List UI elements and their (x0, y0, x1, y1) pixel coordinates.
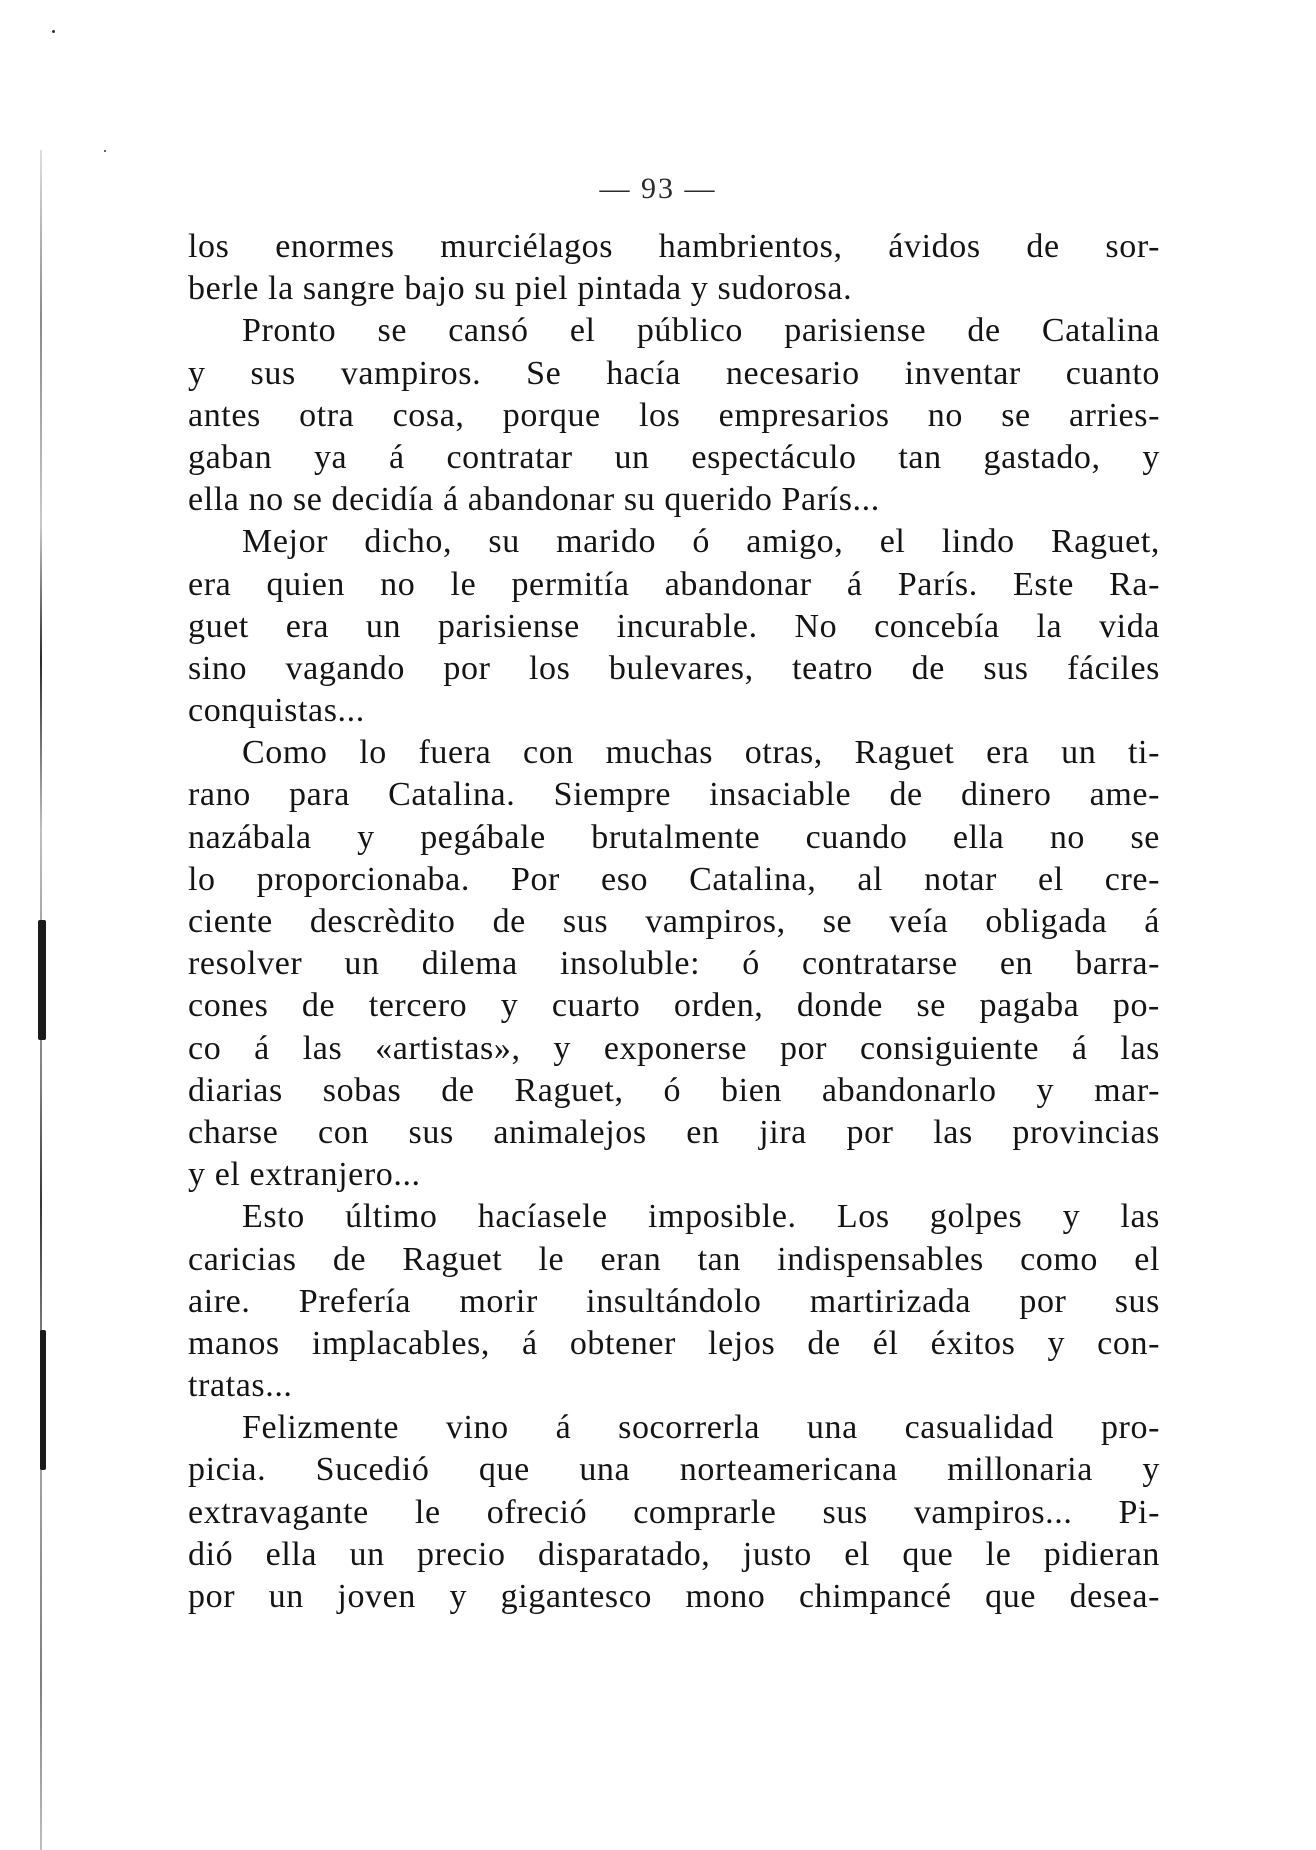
text-line: cones de tercero y cuarto orden, donde se pagaba po- (188, 987, 1160, 1025)
body-text (188, 226, 1160, 1618)
scan-speck (52, 30, 55, 33)
text-line: guet era un parisiense incurable. No concebía la vida (188, 607, 1160, 645)
scan-speck (104, 150, 106, 152)
text-line: resolver un dilema insoluble: ó contratarse en barra- (188, 945, 1160, 983)
text-line: aire. Prefería morir insultándolo martirizada por sus (188, 1282, 1160, 1320)
text-line: berle la sangre bajo su piel pintada y sudorosa. (188, 270, 853, 308)
text-line: charse con sus animalejos en jira por las provincias (188, 1113, 1160, 1151)
text-line: dió ella un precio disparatado, justo el que le pidieran (188, 1535, 1160, 1573)
text-line: extravagante le ofreció comprarle sus vampiros... Pi- (188, 1493, 1160, 1531)
text-line: los enormes murciélagos hambrientos, ávidos de sor- (188, 228, 1160, 265)
text-line: nazábala y pegábale brutalmente cuando ella no se (188, 818, 1160, 856)
text-line: picia. Sucedió que una norteamericana millonaria y (188, 1451, 1160, 1489)
text-line: rano para Catalina. Siempre insaciable de dinero ame- (188, 776, 1160, 814)
text-line: y el extranjero... (188, 1156, 421, 1194)
page-number: — 93 — (599, 172, 717, 205)
text-line: conquistas... (188, 692, 365, 730)
text-line: Como lo fuera con muchas otras, Raguet era un ti- (242, 734, 1160, 772)
text-line: manos implacables, á obtener lejos de él éxitos y con- (188, 1324, 1160, 1362)
text-line: Mejor dicho, su marido ó amigo, el lindo Raguet, (242, 523, 1160, 561)
scan-edge-blot (40, 1330, 46, 1470)
text-line: era quien no le permitía abandonar á París. Este Ra- (188, 565, 1160, 603)
text-line: Esto último hacíasele imposible. Los golpes y las (242, 1198, 1160, 1236)
text-line: ciente descrèdito de sus vampiros, se veía obligada á (188, 903, 1160, 940)
text-line: gaban ya á contratar un espectáculo tan gastado, y (188, 438, 1160, 476)
text-line: y sus vampiros. Se hacía necesario inventar cuanto (188, 354, 1160, 392)
text-line: por un joven y gigantesco mono chimpancé que desea- (188, 1578, 1160, 1615)
scan-edge-blot (38, 920, 46, 1040)
text-line: Pronto se cansó el público parisiense de Catalina (242, 312, 1160, 350)
text-line: ella no se decidía á abandonar su querido París... (188, 481, 880, 519)
text-line: co á las «artistas», y exponerse por consiguiente á las (188, 1029, 1160, 1067)
text-line: Felizmente vino á socorrerla una casualidad pro- (242, 1409, 1160, 1447)
text-line: sino vagando por los bulevares, teatro de sus fáciles (188, 649, 1160, 687)
text-line: antes otra cosa, porque los empresarios no se arries- (188, 396, 1160, 434)
text-line: caricias de Raguet le eran tan indispensables como el (188, 1240, 1160, 1278)
text-line: diarias sobas de Raguet, ó bien abandonarlo y mar- (188, 1071, 1160, 1109)
text-line: tratas... (188, 1367, 293, 1405)
text-line: lo proporcionaba. Por eso Catalina, al notar el cre- (188, 860, 1160, 898)
